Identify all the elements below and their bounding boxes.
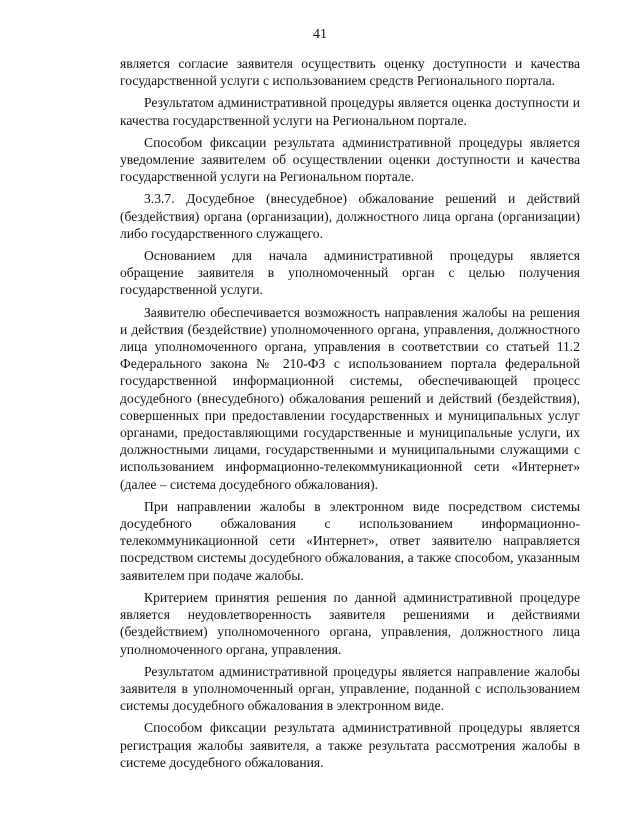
paragraph: Результатом административной процедуры является оценка доступности и качества государственной услуги на Региональном портале.	[120, 95, 580, 128]
paragraph: Основанием для начала административной процедуры является обращение заявителя в уполномоченный орган с целью получения государственной услуги.	[120, 248, 580, 298]
paragraph: При направлении жалобы в электронном виде посредством системы досудебного обжалования с использованием информационно-телекоммуникационной сети «Интернет», ответ заявителю направляется посредством системы досудебного обжалования, а также способом, указанным заявителем при подаче жалобы.	[120, 498, 580, 583]
page-number: 41	[313, 27, 327, 42]
paragraph: Заявителю обеспечивается возможность направления жалобы на решения и действия (бездействие) уполномоченного органа, управления, должностного лица уполномоченного органа, управления в соответствии со статьей 11.2 Федерального закона № 210-ФЗ с использованием портала федеральной государственной информационной системы, обеспечивающей процесс досудебного (внесудебного) обжалования решений и действий (бездействия), совершенных при предоставлении государственных и муниципальных услуг органами, предоставляющими государственные и муниципальные услуги, их должностными лицами, государственными и муниципальными служащими с использованием информационно-телекоммуникационной сети «Интернет» (далее – система досудебного обжалования).	[120, 304, 580, 492]
section-heading: 3.3.7. Досудебное (внесудебное) обжалование решений и действий (бездействия) органа (организации), должностного лица органа (организации) либо государственного служащего.	[120, 191, 580, 241]
paragraph: Способом фиксации результата административной процедуры является регистрация жалобы заявителя, а также результата рассмотрения жалобы в системе досудебного обжалования.	[120, 720, 580, 770]
paragraph: Способом фиксации результата административной процедуры является уведомление заявителем об осуществлении оценки доступности и качества государственной услуги на Региональном портале.	[120, 134, 580, 185]
paragraph: Результатом административной процедуры является направление жалобы заявителя в уполномоченный орган, управление, поданной с использованием системы досудебного обжалования в электронном виде.	[120, 663, 580, 714]
paragraph: Критерием принятия решения по данной административной процедуре является неудовлетворенность заявителя решениями и действиями (бездействием) уполномоченного органа, управления, должностного лица уполномоченного органа, управления.	[120, 589, 580, 657]
paragraph: является согласие заявителя осуществить оценку доступности и качества государственной услуги с использованием средств Регионального портала.	[120, 56, 580, 89]
document-body	[120, 55, 580, 776]
